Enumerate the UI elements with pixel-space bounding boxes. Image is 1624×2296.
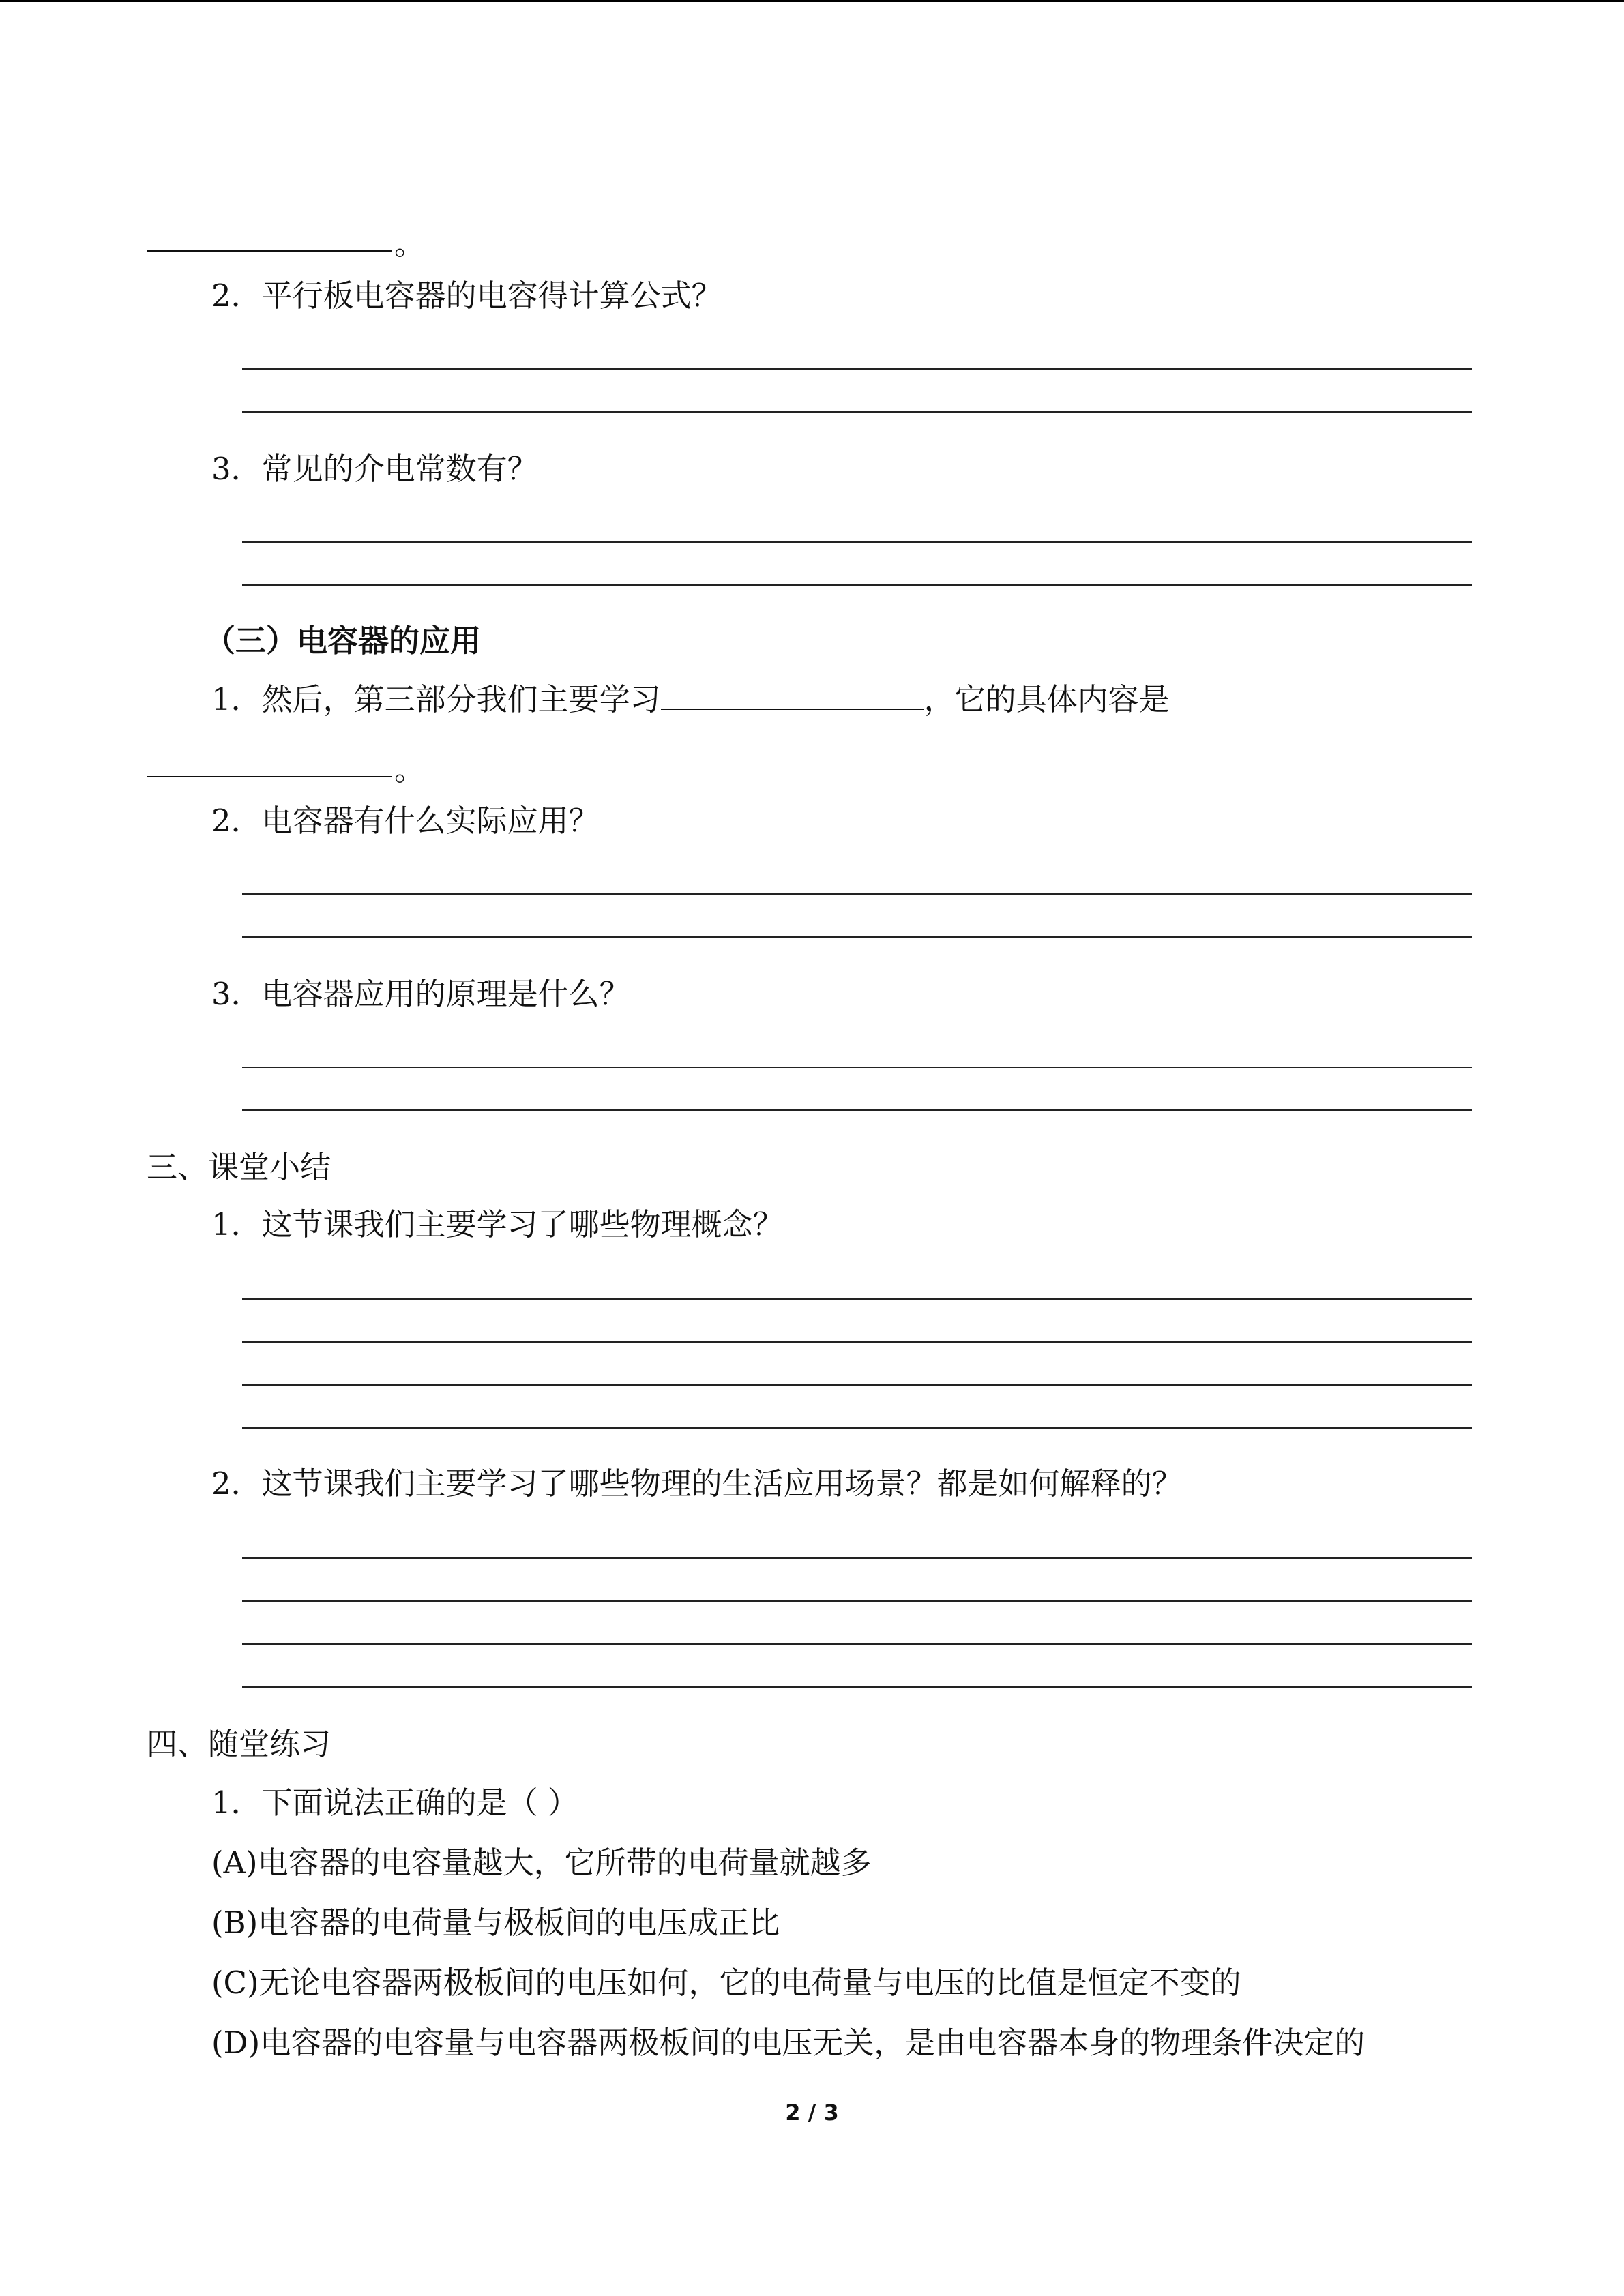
answer-line[interactable] — [242, 936, 1472, 938]
answer-line[interactable] — [242, 1067, 1472, 1068]
period-top: 。 — [394, 226, 426, 262]
answer-line[interactable] — [242, 1109, 1472, 1111]
answer-line[interactable] — [242, 1384, 1472, 1386]
option-d[interactable]: (D)电容器的电容量与电容器两极板间的电压无关，是由电容器本身的物理条件决定的 — [211, 2025, 1365, 2061]
fill-blank-inline[interactable] — [661, 681, 924, 710]
answer-line[interactable] — [242, 1686, 1472, 1688]
question-part-three-after: ，它的具体内容是 — [924, 681, 1170, 717]
answer-line[interactable] — [242, 411, 1472, 413]
question-summary-concepts: 1．这节课我们主要学习了哪些物理概念？ — [211, 1206, 784, 1242]
answer-line[interactable] — [242, 1298, 1472, 1300]
fill-blank-top[interactable] — [147, 250, 392, 252]
question-summary-applications: 2．这节课我们主要学习了哪些物理的生活应用场景？都是如何解释的？ — [211, 1465, 1183, 1502]
answer-line[interactable] — [242, 1341, 1472, 1343]
page-number: 2 / 3 — [785, 2100, 839, 2126]
answer-line[interactable] — [242, 1600, 1472, 1602]
question-formula: 2．平行板电容器的电容得计算公式？ — [211, 278, 722, 314]
answer-line[interactable] — [242, 368, 1472, 370]
answer-line[interactable] — [242, 584, 1472, 586]
question-dielectric: 3．常见的介电常数有？ — [211, 451, 538, 487]
option-b[interactable]: (B)电容器的电荷量与极板间的电压成正比 — [211, 1905, 780, 1941]
option-a[interactable]: (A)电容器的电容量越大，它所带的电荷量就越多 — [211, 1845, 872, 1881]
answer-line[interactable] — [242, 1427, 1472, 1429]
question-principle: 3．电容器应用的原理是什么？ — [211, 976, 630, 1012]
answer-line[interactable] — [242, 893, 1472, 895]
subsection-heading-application: （三）电容器的应用 — [205, 623, 482, 659]
page-top-border — [0, 0, 1624, 2]
section-heading-summary: 三、课堂小结 — [147, 1149, 331, 1185]
fill-blank-part-three[interactable] — [147, 776, 392, 777]
answer-line[interactable] — [242, 541, 1472, 543]
question-part-three — [211, 681, 1170, 719]
section-heading-practice: 四、随堂练习 — [147, 1726, 331, 1762]
option-c[interactable]: (C)无论电容器两极板间的电压如何，它的电荷量与电压的比值是恒定不变的 — [211, 1965, 1241, 2001]
period-part-three: 。 — [394, 751, 426, 788]
practice-question-1: 1．下面说法正确的是（ ） — [211, 1785, 578, 1821]
answer-line[interactable] — [242, 1557, 1472, 1559]
question-part-three-before: 1．然后，第三部分我们主要学习 — [211, 681, 661, 717]
question-applications: 2．电容器有什么实际应用？ — [211, 803, 600, 839]
answer-line[interactable] — [242, 1643, 1472, 1645]
